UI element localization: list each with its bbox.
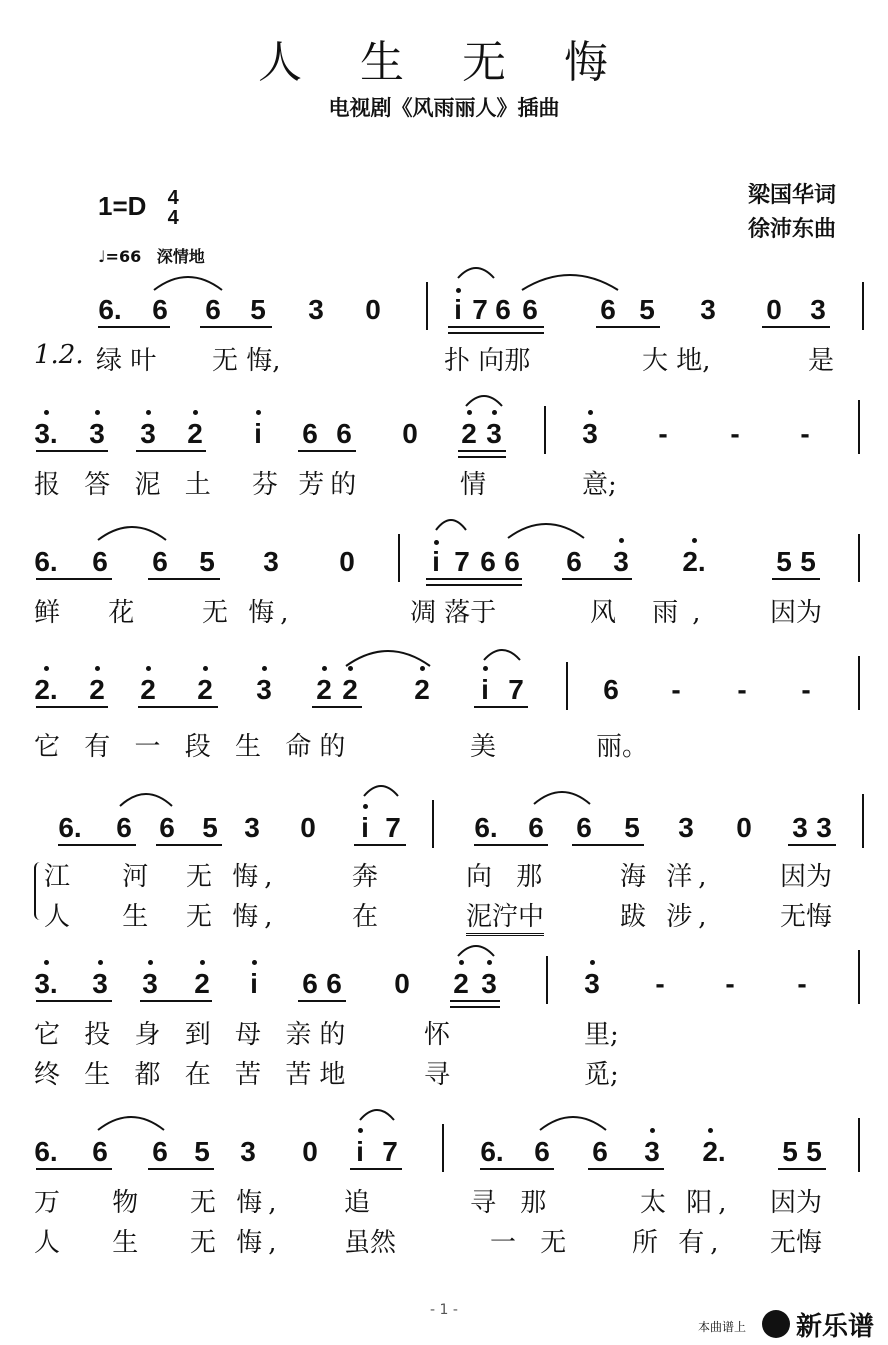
high-octave-dot (193, 410, 198, 415)
note: 6. (474, 812, 498, 843)
underline (458, 450, 506, 452)
lyric: 大 地, (642, 346, 711, 376)
lyric: 扑 向那 (444, 346, 531, 376)
barline (442, 1124, 444, 1172)
lyric: 向 那 (466, 862, 551, 892)
slur (482, 646, 522, 662)
time-sig-top: 4 (167, 187, 179, 209)
tempo-value: ♩=66 (98, 247, 142, 266)
lyric: 里; (584, 1020, 619, 1050)
lyric: 芬 芳的 (252, 470, 363, 500)
lyric: 它 投 身 到 母 亲的 (34, 1020, 354, 1050)
note: 3 (142, 968, 158, 999)
note: 0 (402, 418, 418, 449)
lyric: 无 悔, (186, 862, 279, 892)
lyric: 无 悔, (202, 598, 295, 628)
note: 2. (682, 546, 706, 577)
note: 6 (336, 418, 352, 449)
note: 6 (302, 968, 318, 999)
note: 2 (316, 674, 332, 705)
high-octave-dot (146, 666, 151, 671)
note: 0 (300, 812, 316, 843)
expression-marking: 深情地 (156, 247, 205, 266)
note: 3 (678, 812, 694, 843)
underline (36, 706, 108, 708)
note: 6 (92, 546, 108, 577)
high-octave-dot (650, 1128, 655, 1133)
slur (362, 782, 400, 798)
note: 5 (250, 294, 266, 325)
high-octave-dot (252, 960, 257, 965)
lyric: 太 阳, (640, 1188, 733, 1218)
lyric: 一 无 (490, 1228, 575, 1258)
lyric: 意; (582, 470, 617, 500)
underline (448, 326, 544, 328)
barline (858, 950, 860, 1004)
barline (862, 282, 864, 330)
note: - (797, 968, 807, 999)
note: 3 (700, 294, 716, 325)
slur (96, 522, 168, 542)
high-octave-dot (588, 410, 593, 415)
lyric: 海 洋, (620, 862, 713, 892)
note: 5 (624, 812, 640, 843)
high-octave-dot (434, 540, 439, 545)
note: 7 (385, 812, 401, 843)
barline (432, 800, 434, 848)
underline (588, 1168, 664, 1170)
underline (148, 578, 220, 580)
note: - (671, 674, 681, 705)
note: 6 (566, 546, 582, 577)
barline (546, 956, 548, 1004)
note: 6. (98, 294, 122, 325)
verse-bracket (34, 862, 44, 920)
lyric: 所 有, (632, 1228, 725, 1258)
high-octave-dot (487, 960, 492, 965)
high-octave-dot (459, 960, 464, 965)
high-octave-dot (708, 1128, 713, 1133)
note: 0 (302, 1136, 318, 1167)
note: i (356, 1136, 364, 1167)
lyric: 鲜 花 (34, 598, 155, 628)
slur (118, 790, 174, 808)
lyric: 因为 (780, 862, 833, 892)
note: 6 (495, 294, 511, 325)
note: 6 (92, 1136, 108, 1167)
barline (544, 406, 546, 454)
underline (788, 844, 836, 846)
lyric: 丽。 (596, 732, 649, 762)
note: 6 (522, 294, 538, 325)
note: 3 (140, 418, 156, 449)
barline (398, 534, 400, 582)
lyric: 奔 (352, 862, 379, 892)
note: - (655, 968, 665, 999)
note: 3 (584, 968, 600, 999)
note: - (730, 418, 740, 449)
note: 6 (592, 1136, 608, 1167)
note: 6 (159, 812, 175, 843)
underline (140, 1000, 212, 1002)
note: 2 (453, 968, 469, 999)
underline (426, 584, 522, 586)
note: 2 (194, 968, 210, 999)
underline (448, 332, 544, 334)
underline (298, 450, 356, 452)
underline (480, 1168, 554, 1170)
underline (36, 1000, 112, 1002)
note: 5 (199, 546, 215, 577)
note: 3 (308, 294, 324, 325)
lyric: 报 答 泥 土 (34, 470, 219, 500)
lyric: 是 (808, 346, 835, 376)
high-octave-dot (322, 666, 327, 671)
note: 3 (613, 546, 629, 577)
note: - (725, 968, 735, 999)
underline (458, 456, 506, 458)
song-subtitle: 电视剧《风雨丽人》插曲 (328, 95, 560, 120)
high-octave-dot (44, 960, 49, 965)
note: 6 (534, 1136, 550, 1167)
note: - (801, 674, 811, 705)
note: 6 (116, 812, 132, 843)
note: - (800, 418, 810, 449)
note: 6. (34, 546, 58, 577)
note: 3 (792, 812, 808, 843)
lyric: 绿 叶 (96, 346, 157, 376)
note: 5 (782, 1136, 798, 1167)
note: 5 (639, 294, 655, 325)
note: 6 (326, 968, 342, 999)
underline (354, 844, 406, 846)
barline (858, 656, 860, 710)
high-octave-dot (44, 410, 49, 415)
note: 3 (256, 674, 272, 705)
slur (344, 646, 432, 668)
underline (474, 706, 528, 708)
note: 6 (152, 294, 168, 325)
slur (152, 272, 224, 292)
underline (156, 844, 222, 846)
high-octave-dot (492, 410, 497, 415)
note: 3 (582, 418, 598, 449)
lyric: 虽然 (344, 1228, 397, 1258)
tempo-marking (98, 244, 205, 267)
note: 0 (766, 294, 782, 325)
lyric: 万 物 (34, 1188, 161, 1218)
note: 2 (187, 418, 203, 449)
watermark-brand: 新乐谱 (796, 1312, 875, 1342)
note: 3 (89, 418, 105, 449)
note: 3. (34, 418, 58, 449)
underline (298, 1000, 346, 1002)
slur (506, 520, 586, 540)
note: 6 (152, 1136, 168, 1167)
high-octave-dot (148, 960, 153, 965)
note: 7 (382, 1136, 398, 1167)
slur (538, 1112, 608, 1132)
underline (562, 578, 632, 580)
underline (596, 326, 660, 328)
underline (450, 1006, 500, 1008)
high-octave-dot (619, 538, 624, 543)
note: 2 (140, 674, 156, 705)
note: 3 (263, 546, 279, 577)
underline (36, 578, 112, 580)
underline (200, 326, 272, 328)
lyric: 觅; (584, 1060, 619, 1090)
note: - (658, 418, 668, 449)
note: 3 (810, 294, 826, 325)
note: 6 (528, 812, 544, 843)
lyricist-credit: 梁国华词 (748, 182, 837, 208)
lyric: 无悔 (780, 902, 833, 932)
composer-credit: 徐沛东曲 (748, 216, 837, 242)
underline (148, 1168, 214, 1170)
lyric: 无 悔, (190, 1228, 283, 1258)
lyric: 怀 (424, 1020, 451, 1050)
note: - (737, 674, 747, 705)
underline (350, 1168, 402, 1170)
note: 5 (776, 546, 792, 577)
watermark-prefix: 本曲谱上 (698, 1320, 747, 1334)
high-octave-dot (692, 538, 697, 543)
note: 3 (244, 812, 260, 843)
note: 0 (394, 968, 410, 999)
high-octave-dot (98, 960, 103, 965)
underline (572, 844, 644, 846)
lyric: 追 (344, 1188, 371, 1218)
note: 2 (461, 418, 477, 449)
underline (772, 578, 820, 580)
lyric: 情 (460, 470, 487, 500)
song-title: 人 生 无 悔 (258, 37, 630, 88)
note: 0 (339, 546, 355, 577)
note: i (454, 294, 462, 325)
note: 7 (454, 546, 470, 577)
note: 6. (58, 812, 82, 843)
note: 2 (197, 674, 213, 705)
high-octave-dot (363, 804, 368, 809)
note: 2 (89, 674, 105, 705)
time-sig-bottom: 4 (167, 207, 179, 229)
lyric: 它 有 一 段 生 命的 (34, 732, 354, 762)
high-octave-dot (44, 666, 49, 671)
underline (762, 326, 830, 328)
slur (456, 942, 496, 958)
note: 3 (240, 1136, 256, 1167)
note: 6 (504, 546, 520, 577)
barline (862, 794, 864, 848)
note: 6 (600, 294, 616, 325)
note: 2. (702, 1136, 726, 1167)
underline (36, 1168, 112, 1170)
lyric: 终 生 都 在 苦 苦地 (34, 1060, 354, 1090)
lyric: 因为 (770, 1188, 823, 1218)
lyric: 凋 落于 (410, 598, 497, 628)
note: i (432, 546, 440, 577)
disc-logo-icon (762, 1310, 790, 1338)
underline (136, 450, 206, 452)
lyric: 江 河 (44, 862, 171, 892)
barline (426, 282, 428, 330)
note: 5 (806, 1136, 822, 1167)
note: 6 (480, 546, 496, 577)
note: 6 (576, 812, 592, 843)
slur (532, 788, 592, 806)
note: 0 (365, 294, 381, 325)
lyric: 无 悔, (190, 1188, 283, 1218)
high-octave-dot (95, 666, 100, 671)
slur (456, 264, 496, 280)
underline (138, 706, 218, 708)
note: 3 (486, 418, 502, 449)
note: 5 (800, 546, 816, 577)
slur (434, 516, 468, 532)
note: 2. (34, 674, 58, 705)
underline (58, 844, 136, 846)
verse-marker: 1.2. (34, 340, 84, 370)
underline (98, 326, 170, 328)
key-label: 1=D (98, 190, 147, 221)
note: 7 (508, 674, 524, 705)
barline (858, 534, 860, 582)
note: 6. (34, 1136, 58, 1167)
lyric: 美 (470, 732, 497, 762)
lyric: 寻 那 (470, 1188, 555, 1218)
note: 6 (152, 546, 168, 577)
note: 3 (644, 1136, 660, 1167)
lyric: 寻 (424, 1060, 451, 1090)
note: 3 (92, 968, 108, 999)
high-octave-dot (200, 960, 205, 965)
underline (450, 1000, 500, 1002)
underline (474, 844, 548, 846)
high-octave-dot (483, 666, 488, 671)
underline (36, 450, 108, 452)
underline (778, 1168, 826, 1170)
lyric: 人 生 (34, 1228, 161, 1258)
note: 0 (736, 812, 752, 843)
time-signature (168, 188, 179, 228)
note: i (361, 812, 369, 843)
note: 2 (342, 674, 358, 705)
slur (358, 1106, 396, 1122)
high-octave-dot (467, 410, 472, 415)
note: 3. (34, 968, 58, 999)
high-octave-dot (256, 410, 261, 415)
note: i (254, 418, 262, 449)
lyric: 泥泞中 (466, 896, 544, 936)
high-octave-dot (262, 666, 267, 671)
note: 3 (816, 812, 832, 843)
barline (566, 662, 568, 710)
lyric: 因为 (770, 598, 823, 628)
lyric: 风 雨, (590, 598, 715, 628)
lyric: 人 生 (44, 902, 171, 932)
slur (464, 392, 504, 408)
note: 7 (472, 294, 488, 325)
lyric: 在 (352, 902, 379, 932)
note: 6. (480, 1136, 504, 1167)
lyric: 无 悔, (186, 902, 279, 932)
underline (312, 706, 362, 708)
high-octave-dot (146, 410, 151, 415)
note: i (481, 674, 489, 705)
lyric: 无悔 (770, 1228, 823, 1258)
high-octave-dot (456, 288, 461, 293)
high-octave-dot (358, 1128, 363, 1133)
page-number: - 1 - (430, 1302, 458, 1318)
high-octave-dot (95, 410, 100, 415)
slur (520, 270, 620, 292)
underline (426, 578, 522, 580)
barline (858, 400, 860, 454)
high-octave-dot (590, 960, 595, 965)
note: 3 (481, 968, 497, 999)
note: 5 (194, 1136, 210, 1167)
key-signature (98, 188, 179, 228)
slur (96, 1112, 166, 1132)
lyric: 跋 涉, (620, 902, 713, 932)
note: 6 (205, 294, 221, 325)
note: 6 (302, 418, 318, 449)
lyric: 无 悔, (212, 346, 281, 376)
note: 5 (202, 812, 218, 843)
barline (858, 1118, 860, 1172)
note: i (250, 968, 258, 999)
note: 6 (603, 674, 619, 705)
note: 2 (414, 674, 430, 705)
high-octave-dot (203, 666, 208, 671)
